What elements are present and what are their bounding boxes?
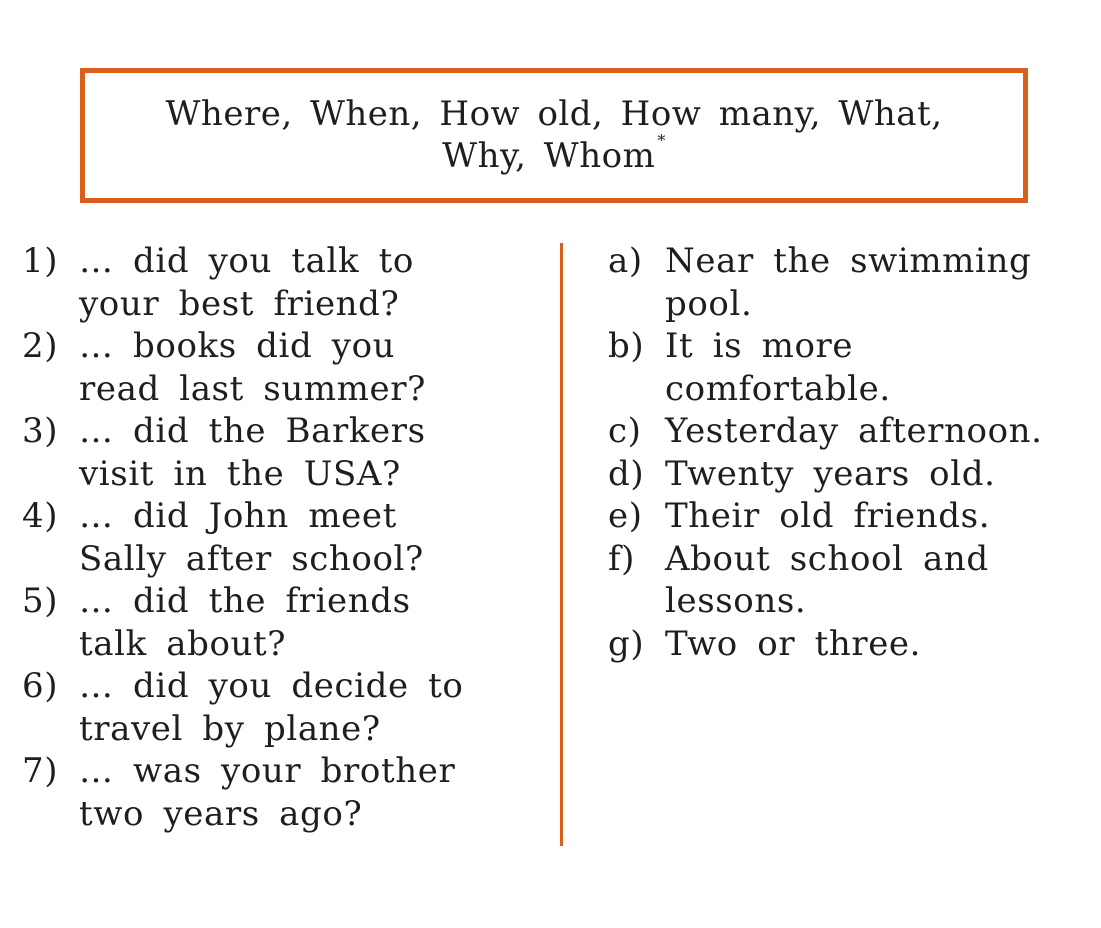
question-line-1: … was your brother	[79, 751, 456, 791]
question-line-1: … did the friends	[79, 581, 411, 621]
question-words-line-1: Where, When, How old, How many, What,	[165, 94, 943, 134]
answer-line-1: Yesterday afternoon.	[665, 411, 1043, 451]
question-line-1: … did John meet	[79, 496, 397, 536]
question-marker: 7)	[22, 751, 59, 791]
answer-line-2: lessons.	[665, 581, 807, 621]
answer-item-c	[608, 410, 1088, 453]
question-line-1: … did you talk to	[79, 241, 414, 281]
question-marker: 1)	[22, 241, 59, 281]
answer-item-g	[608, 623, 1088, 666]
answer-item-b	[608, 325, 1088, 410]
question-item-7	[22, 750, 552, 835]
answer-item-a	[608, 240, 1088, 325]
question-line-1: … did the Barkers	[79, 411, 426, 451]
answer-marker: a)	[608, 241, 643, 281]
question-item-4	[22, 495, 552, 580]
question-item-3	[22, 410, 552, 495]
question-marker: 6)	[22, 666, 59, 706]
question-item-2	[22, 325, 552, 410]
answer-line-1: Two or three.	[665, 623, 922, 664]
answer-line-1: Twenty years old.	[665, 453, 996, 494]
question-line-2: your best friend?	[79, 283, 400, 324]
question-line-2: Sally after school?	[79, 538, 424, 579]
answer-line-1: Their old friends.	[665, 496, 991, 536]
question-line-1: … books did you	[79, 326, 396, 366]
question-words-text	[85, 73, 1023, 177]
answer-item-d	[608, 453, 1088, 496]
answers-list	[608, 240, 1088, 665]
answer-item-f	[608, 538, 1088, 623]
question-words-line-2-text: Why, Whom	[442, 136, 656, 176]
question-line-1: … did you decide to	[79, 666, 464, 706]
answer-marker: f)	[608, 538, 636, 579]
answer-line-2: pool.	[665, 283, 753, 324]
question-words-box	[80, 68, 1028, 203]
answer-marker: c)	[608, 411, 642, 451]
answer-item-e	[608, 495, 1088, 538]
answer-line-2: comfortable.	[665, 368, 891, 409]
question-line-2: two years ago?	[79, 793, 363, 834]
question-item-5	[22, 580, 552, 665]
question-line-2: read last summer?	[79, 368, 426, 409]
answer-marker: g)	[608, 623, 645, 664]
question-marker: 2)	[22, 326, 59, 366]
question-marker: 3)	[22, 411, 59, 451]
question-item-6	[22, 665, 552, 750]
question-words-line-2	[85, 131, 1023, 177]
column-divider	[560, 243, 563, 846]
answer-marker: b)	[608, 326, 645, 366]
questions-list	[22, 240, 552, 835]
question-line-2: talk about?	[79, 623, 287, 664]
answer-marker: e)	[608, 496, 643, 536]
answer-line-1: Near the swimming	[665, 241, 1032, 281]
answer-line-1: It is more	[665, 326, 854, 366]
answer-line-1: About school and	[665, 538, 989, 579]
question-line-2: visit in the USA?	[79, 453, 401, 494]
answer-marker: d)	[608, 453, 645, 494]
question-marker: 4)	[22, 496, 59, 536]
question-marker: 5)	[22, 581, 59, 621]
footnote-mark: *	[657, 131, 666, 150]
question-item-1	[22, 240, 552, 325]
question-line-2: travel by plane?	[79, 708, 381, 749]
